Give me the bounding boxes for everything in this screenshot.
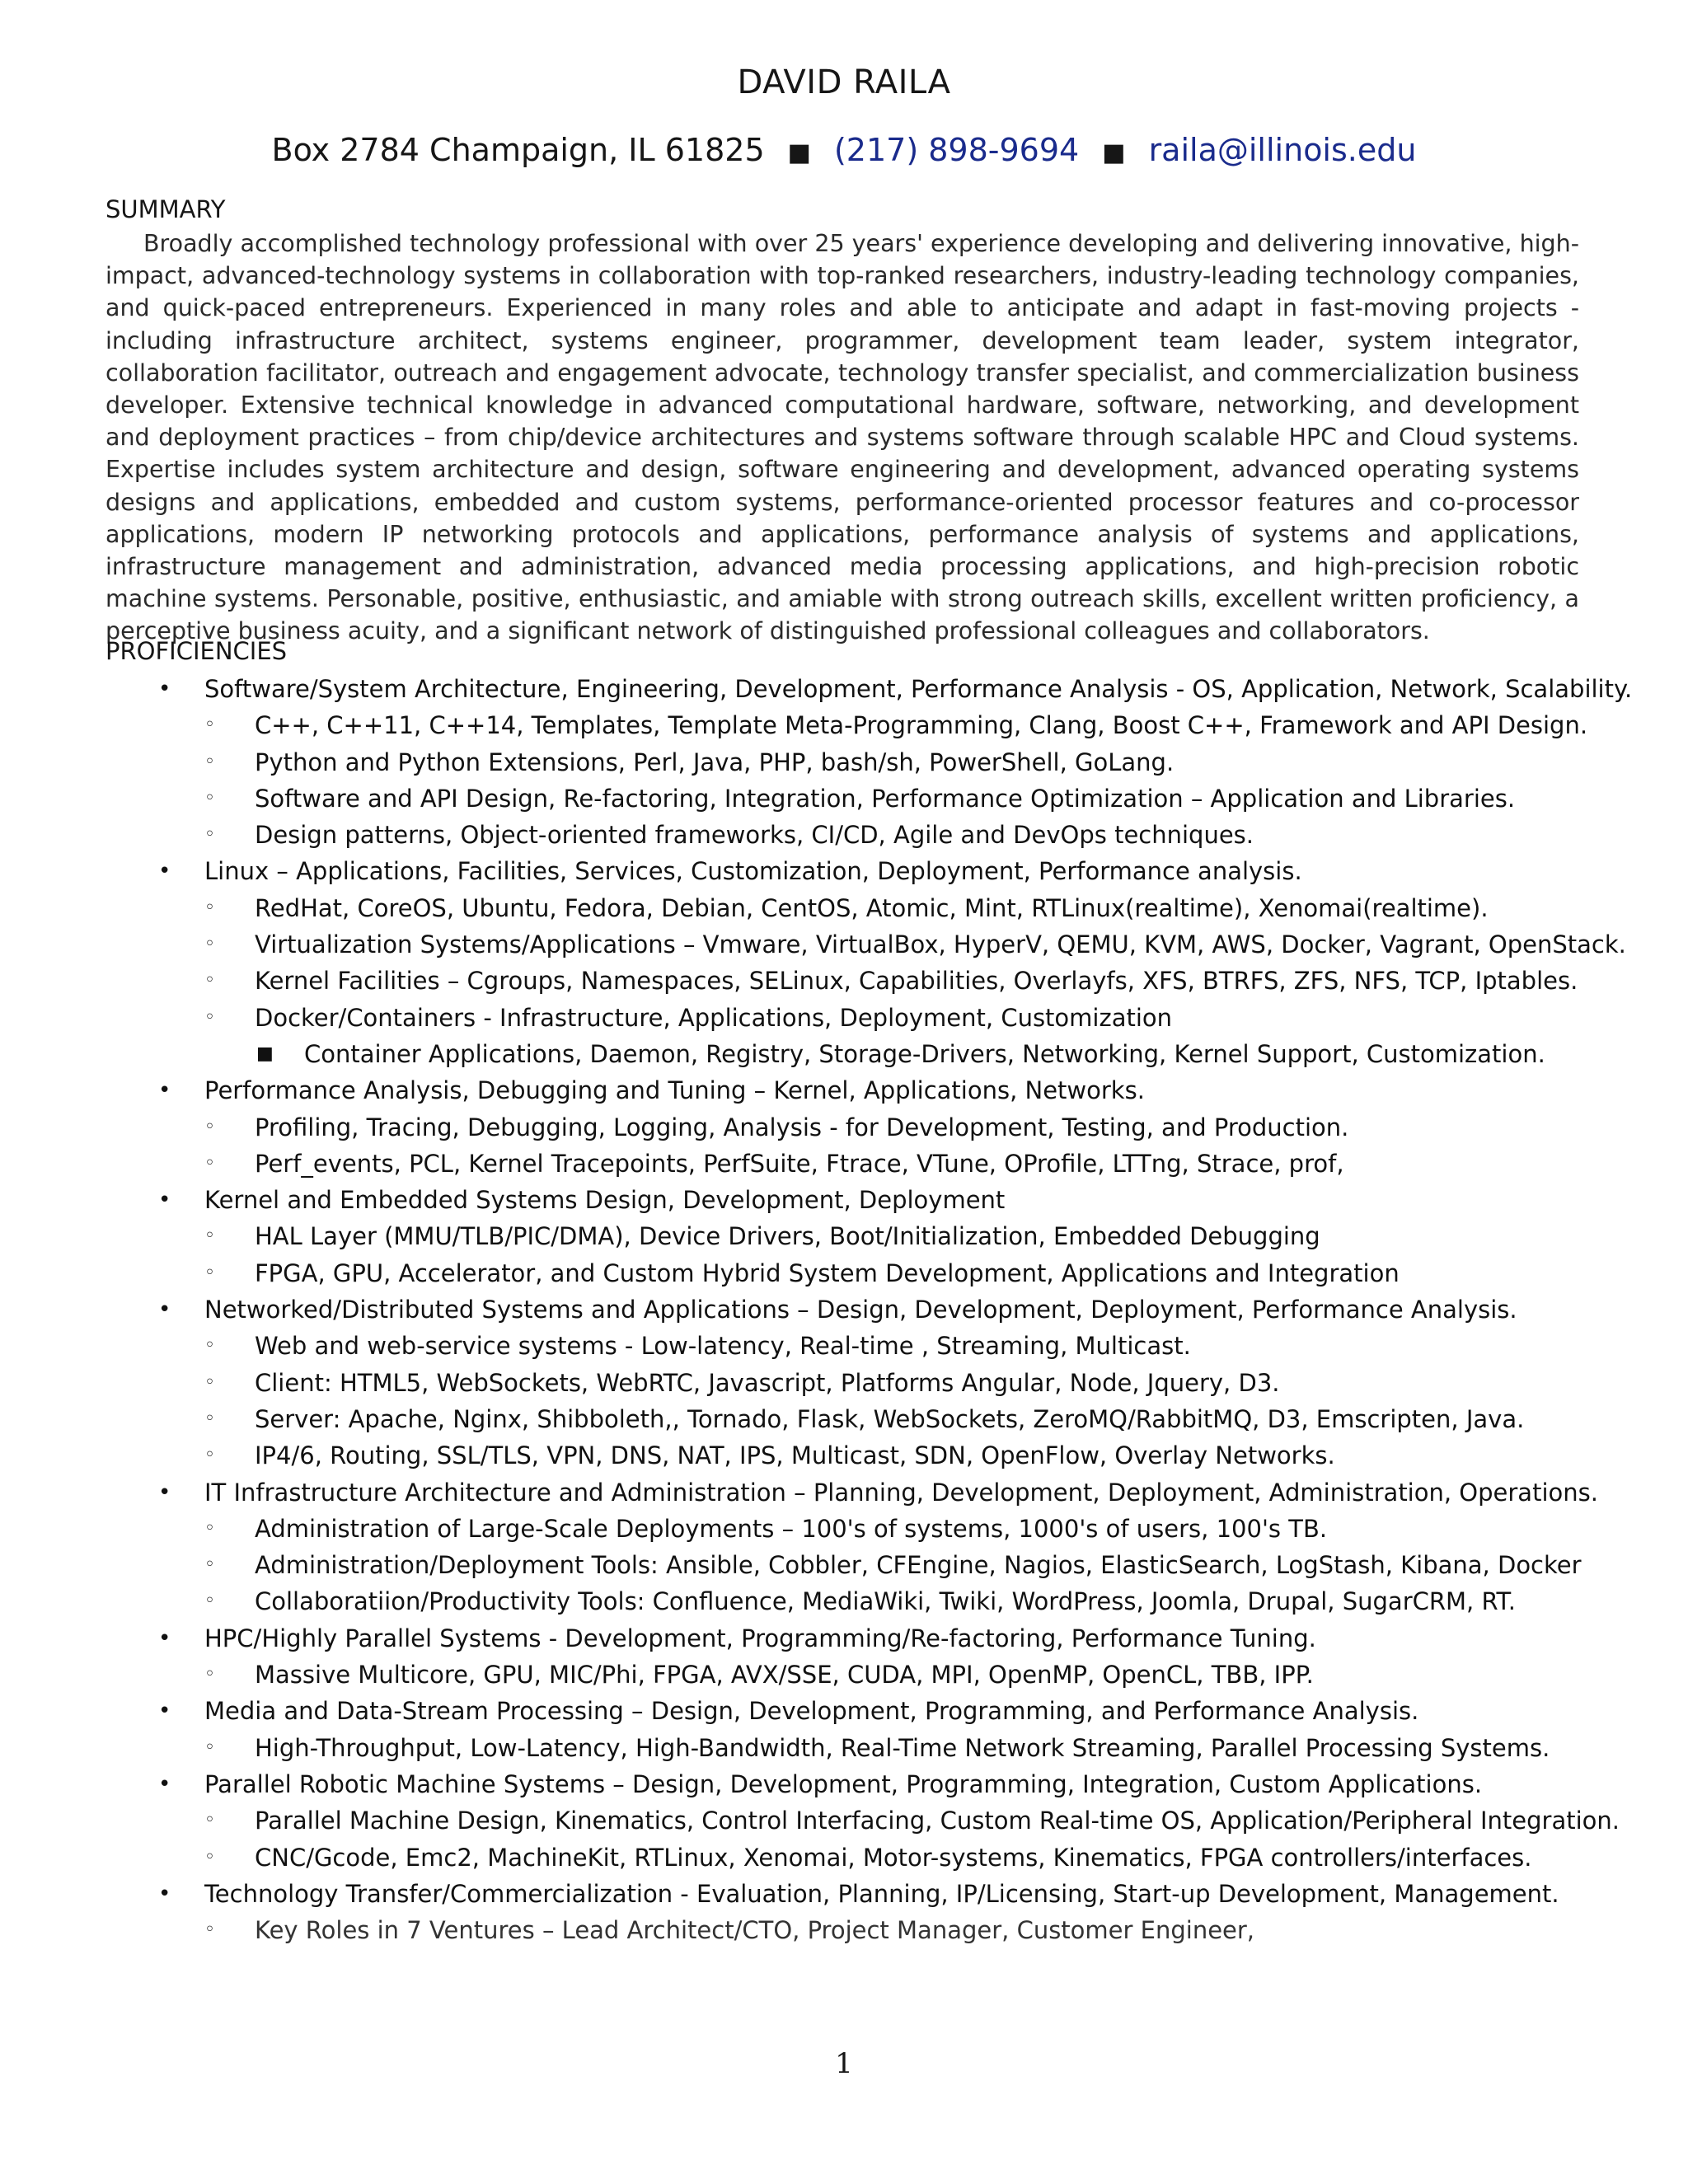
bullet-icon: ◦: [204, 1371, 215, 1393]
bullet-icon: •: [158, 1699, 171, 1724]
list-item-text: Administration/Deployment Tools: Ansible, Cobbler, CFEngine, Nagios, ElasticSearch, LogStash, Kibana, Docker: [255, 1551, 1582, 1580]
list-item-text: Client: HTML5, WebSockets, WebRTC, Javascript, Platforms Angular, Node, Jquery, D3.: [255, 1368, 1280, 1397]
contact-line: [0, 125, 1688, 178]
list-item-text: Performance Analysis, Debugging and Tuning – Kernel, Applications, Networks.: [204, 1076, 1145, 1105]
list-item: [0, 1000, 1688, 1036]
list-item: [0, 1511, 1688, 1547]
bullet-icon: ◦: [204, 1445, 215, 1466]
bullet-icon: ◦: [204, 1846, 215, 1868]
list-item-text: C++, C++11, C++14, Templates, Template Meta-Programming, Clang, Boost C++, Framework and API Design.: [255, 711, 1588, 740]
list-item-text: Design patterns, Object-oriented frameworks, CI/CD, Agile and DevOps techniques.: [255, 821, 1254, 850]
list-item: [0, 1730, 1688, 1766]
list-item: [0, 1620, 1688, 1657]
bullet-icon: ◦: [204, 1919, 215, 1941]
list-item: [0, 707, 1688, 743]
list-item-text: HAL Layer (MMU/TLB/PIC/DMA), Device Drivers, Boot/Initialization, Embedded Debugging: [255, 1222, 1320, 1251]
list-item: [0, 1766, 1688, 1802]
list-item: [0, 1912, 1688, 1948]
list-item: [0, 1583, 1688, 1619]
summary-heading: SUMMARY: [106, 195, 226, 223]
bullet-icon: ◦: [204, 824, 215, 846]
list-item-text: Docker/Containers - Infrastructure, Applications, Deployment, Customization: [255, 1003, 1173, 1032]
bullet-icon: ◦: [204, 1226, 215, 1247]
list-item-text: Container Applications, Daemon, Registry, Storage-Drivers, Networking, Kernel Support, Customization.: [304, 1039, 1545, 1068]
list-item-text: Parallel Machine Design, Kinematics, Control Interfacing, Custom Real-time OS, Application/Peripheral Integration.: [255, 1807, 1620, 1835]
list-item-text: IT Infrastructure Architecture and Administration – Planning, Development, Deployment, Administration, Operations.: [204, 1478, 1598, 1507]
bullet-icon: ◦: [204, 1664, 215, 1685]
list-item: [0, 890, 1688, 926]
bullet-icon: ◦: [204, 1335, 215, 1357]
bullet-icon: ◦: [204, 1006, 215, 1028]
list-item: [0, 744, 1688, 780]
list-item: [0, 1146, 1688, 1182]
list-item-text: Software/System Architecture, Engineering, Development, Performance Analysis - OS, Application, Network, Scalability.: [204, 675, 1633, 703]
bullet-icon: ◦: [204, 1810, 215, 1831]
bullet-icon: •: [158, 1881, 171, 1906]
list-item-text: RedHat, CoreOS, Ubuntu, Fedora, Debian, CentOS, Atomic, Mint, RTLinux(realtime), Xenomai(realtime).: [255, 893, 1489, 922]
list-item-text: Administration of Large-Scale Deployments – 100's of systems, 1000's of users, 100's TB.: [255, 1514, 1328, 1543]
list-item-text: IP4/6, Routing, SSL/TLS, VPN, DNS, NAT, IPS, Multicast, SDN, OpenFlow, Overlay Networks.: [255, 1441, 1335, 1470]
list-item-text: Profiling, Tracing, Debugging, Logging, Analysis - for Development, Testing, and Production.: [255, 1113, 1349, 1141]
bullet-icon: •: [158, 1297, 171, 1323]
list-item: [0, 1036, 1688, 1072]
summary-text: Broadly accomplished technology professional with over 25 years' experience developing and delivering innovative, high-impact, advanced-technology systems in collaboration with top-ranked researchers, industry-leading technology companies, and quick-paced entrepreneurs. Experienced in many roles and able to anticipate and adapt in fast-moving projects - including infrastructure architect, systems engineer, programmer, development team leader, system integrator, collaboration facilitator, outreach and engagement advocate, technology transfer specialist, and commercialization business developer. Extensive technical knowledge in advanced computational hardware, software, networking, and development and deployment practices – from chip/device architectures and systems software through scalable HPC and Cloud systems. Expertise includes system architecture and design, software engineering and development, advanced operating systems designs and applications, embedded and custom systems, performance-oriented processor features and co-processor applications, modern IP networking protocols and applications, performance analysis of systems and applications, infrastructure management and administration, advanced media processing applications, and high-precision robotic machine systems. Personable, positive, enthusiastic, and amiable with strong outreach skills, excellent written proficiency, a perceptive business acuity, and a significant network of distinguished professional colleagues and collaborators.: [106, 230, 1579, 645]
separator-icon: ■: [787, 138, 811, 167]
list-item: [0, 1255, 1688, 1291]
proficiencies-list: [0, 671, 1688, 1948]
list-item: [0, 926, 1688, 963]
list-item-text: Collaboratiion/Productivity Tools: Confluence, MediaWiki, Twiki, WordPress, Joomla, Drupal, SugarCRM, RT.: [255, 1587, 1517, 1616]
bullet-icon: ◦: [204, 715, 215, 736]
list-item: [0, 1328, 1688, 1364]
phone-link[interactable]: (217) 898-9694: [833, 132, 1080, 168]
list-item-text: Linux – Applications, Facilities, Services, Customization, Deployment, Performance analysis.: [204, 857, 1302, 886]
bullet-icon: ◦: [204, 751, 215, 772]
list-item: [0, 963, 1688, 999]
list-item-text: Virtualization Systems/Applications – Vmware, VirtualBox, HyperV, QEMU, KVM, AWS, Docker, Vagrant, OpenStack.: [255, 930, 1626, 959]
list-item: [0, 1437, 1688, 1474]
list-item: [0, 1876, 1688, 1912]
bullet-icon: ◦: [204, 1408, 215, 1429]
list-item-text: Kernel and Embedded Systems Design, Development, Deployment: [204, 1186, 1006, 1215]
list-item-text: HPC/Highly Parallel Systems - Development, Programming/Re-factoring, Performance Tuning.: [204, 1624, 1316, 1652]
list-item-text: Python and Python Extensions, Perl, Java, PHP, bash/sh, PowerShell, GoLang.: [255, 748, 1175, 776]
list-item-text: Networked/Distributed Systems and Applications – Design, Development, Deployment, Performance Analysis.: [204, 1296, 1517, 1324]
bullet-icon: ◦: [204, 1262, 215, 1283]
address: Box 2784 Champaign, IL 61825: [271, 132, 765, 168]
separator-icon: ■: [1102, 138, 1126, 167]
list-item: [0, 1365, 1688, 1401]
list-item-text: FPGA, GPU, Accelerator, and Custom Hybrid System Development, Applications and Integration: [255, 1258, 1400, 1287]
list-item: [0, 1474, 1688, 1511]
list-item: [0, 817, 1688, 853]
bullet-icon: •: [158, 677, 171, 701]
bullet-icon: ◦: [204, 1591, 215, 1612]
bullet-icon: ◦: [204, 1116, 215, 1137]
list-item-text: Massive Multicore, GPU, MIC/Phi, FPGA, AVX/SSE, CUDA, MPI, OpenMP, OpenCL, TBB, IPP.: [255, 1661, 1314, 1690]
list-item-text: Technology Transfer/Commercialization - Evaluation, Planning, IP/Licensing, Start-up Development, Management.: [204, 1879, 1559, 1908]
bullet-icon: •: [158, 1188, 171, 1213]
email-link[interactable]: raila@illinois.edu: [1148, 132, 1417, 168]
list-item-text: Server: Apache, Nginx, Shibboleth,, Tornado, Flask, WebSockets, ZeroMQ/RabbitMQ, D3, Emscripten, Java.: [255, 1404, 1525, 1433]
list-item-text: Perf_events, PCL, Kernel Tracepoints, PerfSuite, Ftrace, VTune, OProfile, LTTng, Strace, prof,: [255, 1149, 1344, 1178]
bullet-icon: ◦: [204, 1152, 215, 1174]
bullet-icon: ◦: [204, 934, 215, 955]
summary-section: [106, 227, 1579, 648]
list-item: [0, 1547, 1688, 1583]
list-item: [0, 1072, 1688, 1108]
bullet-icon: ◦: [204, 897, 215, 918]
bullet-icon: •: [158, 1479, 171, 1505]
bullet-icon: ◦: [204, 1736, 215, 1758]
bullet-icon: •: [158, 1771, 171, 1797]
list-item: [0, 671, 1688, 707]
list-item: [0, 1182, 1688, 1218]
bullet-icon: ■: [256, 1043, 274, 1064]
list-item-text: Parallel Robotic Machine Systems – Design, Development, Programming, Integration, Custom Applications.: [204, 1769, 1483, 1798]
list-item-text: Web and web-service systems - Low-latency, Real-time , Streaming, Multicast.: [255, 1332, 1191, 1361]
bullet-icon: ◦: [204, 1517, 215, 1539]
bullet-icon: ◦: [204, 787, 215, 808]
list-item-text: Media and Data-Stream Processing – Design, Development, Programming, and Performance Analysis.: [204, 1697, 1419, 1726]
list-item-text: Key Roles in 7 Ventures – Lead Architect/CTO, Project Manager, Customer Engineer,: [255, 1916, 1255, 1945]
bullet-icon: ◦: [204, 1554, 215, 1576]
list-item-text: CNC/Gcode, Emc2, MachineKit, RTLinux, Xenomai, Motor-systems, Kinematics, FPGA controllers/interfaces.: [255, 1843, 1532, 1872]
list-item-text: High-Throughput, Low-Latency, High-Bandwidth, Real-Time Network Streaming, Parallel Processing Systems.: [255, 1733, 1550, 1762]
list-item: [0, 1109, 1688, 1146]
list-item: [0, 1693, 1688, 1729]
list-item: [0, 1401, 1688, 1437]
list-item: [0, 853, 1688, 889]
bullet-icon: •: [158, 859, 171, 884]
list-item: [0, 1840, 1688, 1876]
list-item-text: Kernel Facilities – Cgroups, Namespaces, SELinux, Capabilities, Overlayfs, XFS, BTRFS, ZFS, NFS, TCP, Iptables.: [255, 967, 1578, 996]
list-item: [0, 1802, 1688, 1839]
bullet-icon: •: [158, 1078, 171, 1104]
page-number: 1: [835, 2047, 853, 2080]
list-item: [0, 1291, 1688, 1328]
resume-name: DAVID RAILA: [737, 63, 951, 101]
bullet-icon: •: [158, 1625, 171, 1651]
proficiencies-heading: PROFICIENCIES: [106, 637, 288, 665]
list-item: [0, 1218, 1688, 1254]
list-item: [0, 780, 1688, 817]
list-item: [0, 1657, 1688, 1693]
bullet-icon: ◦: [204, 970, 215, 991]
list-item-text: Software and API Design, Re-factoring, Integration, Performance Optimization – Application and Libraries.: [255, 784, 1516, 813]
